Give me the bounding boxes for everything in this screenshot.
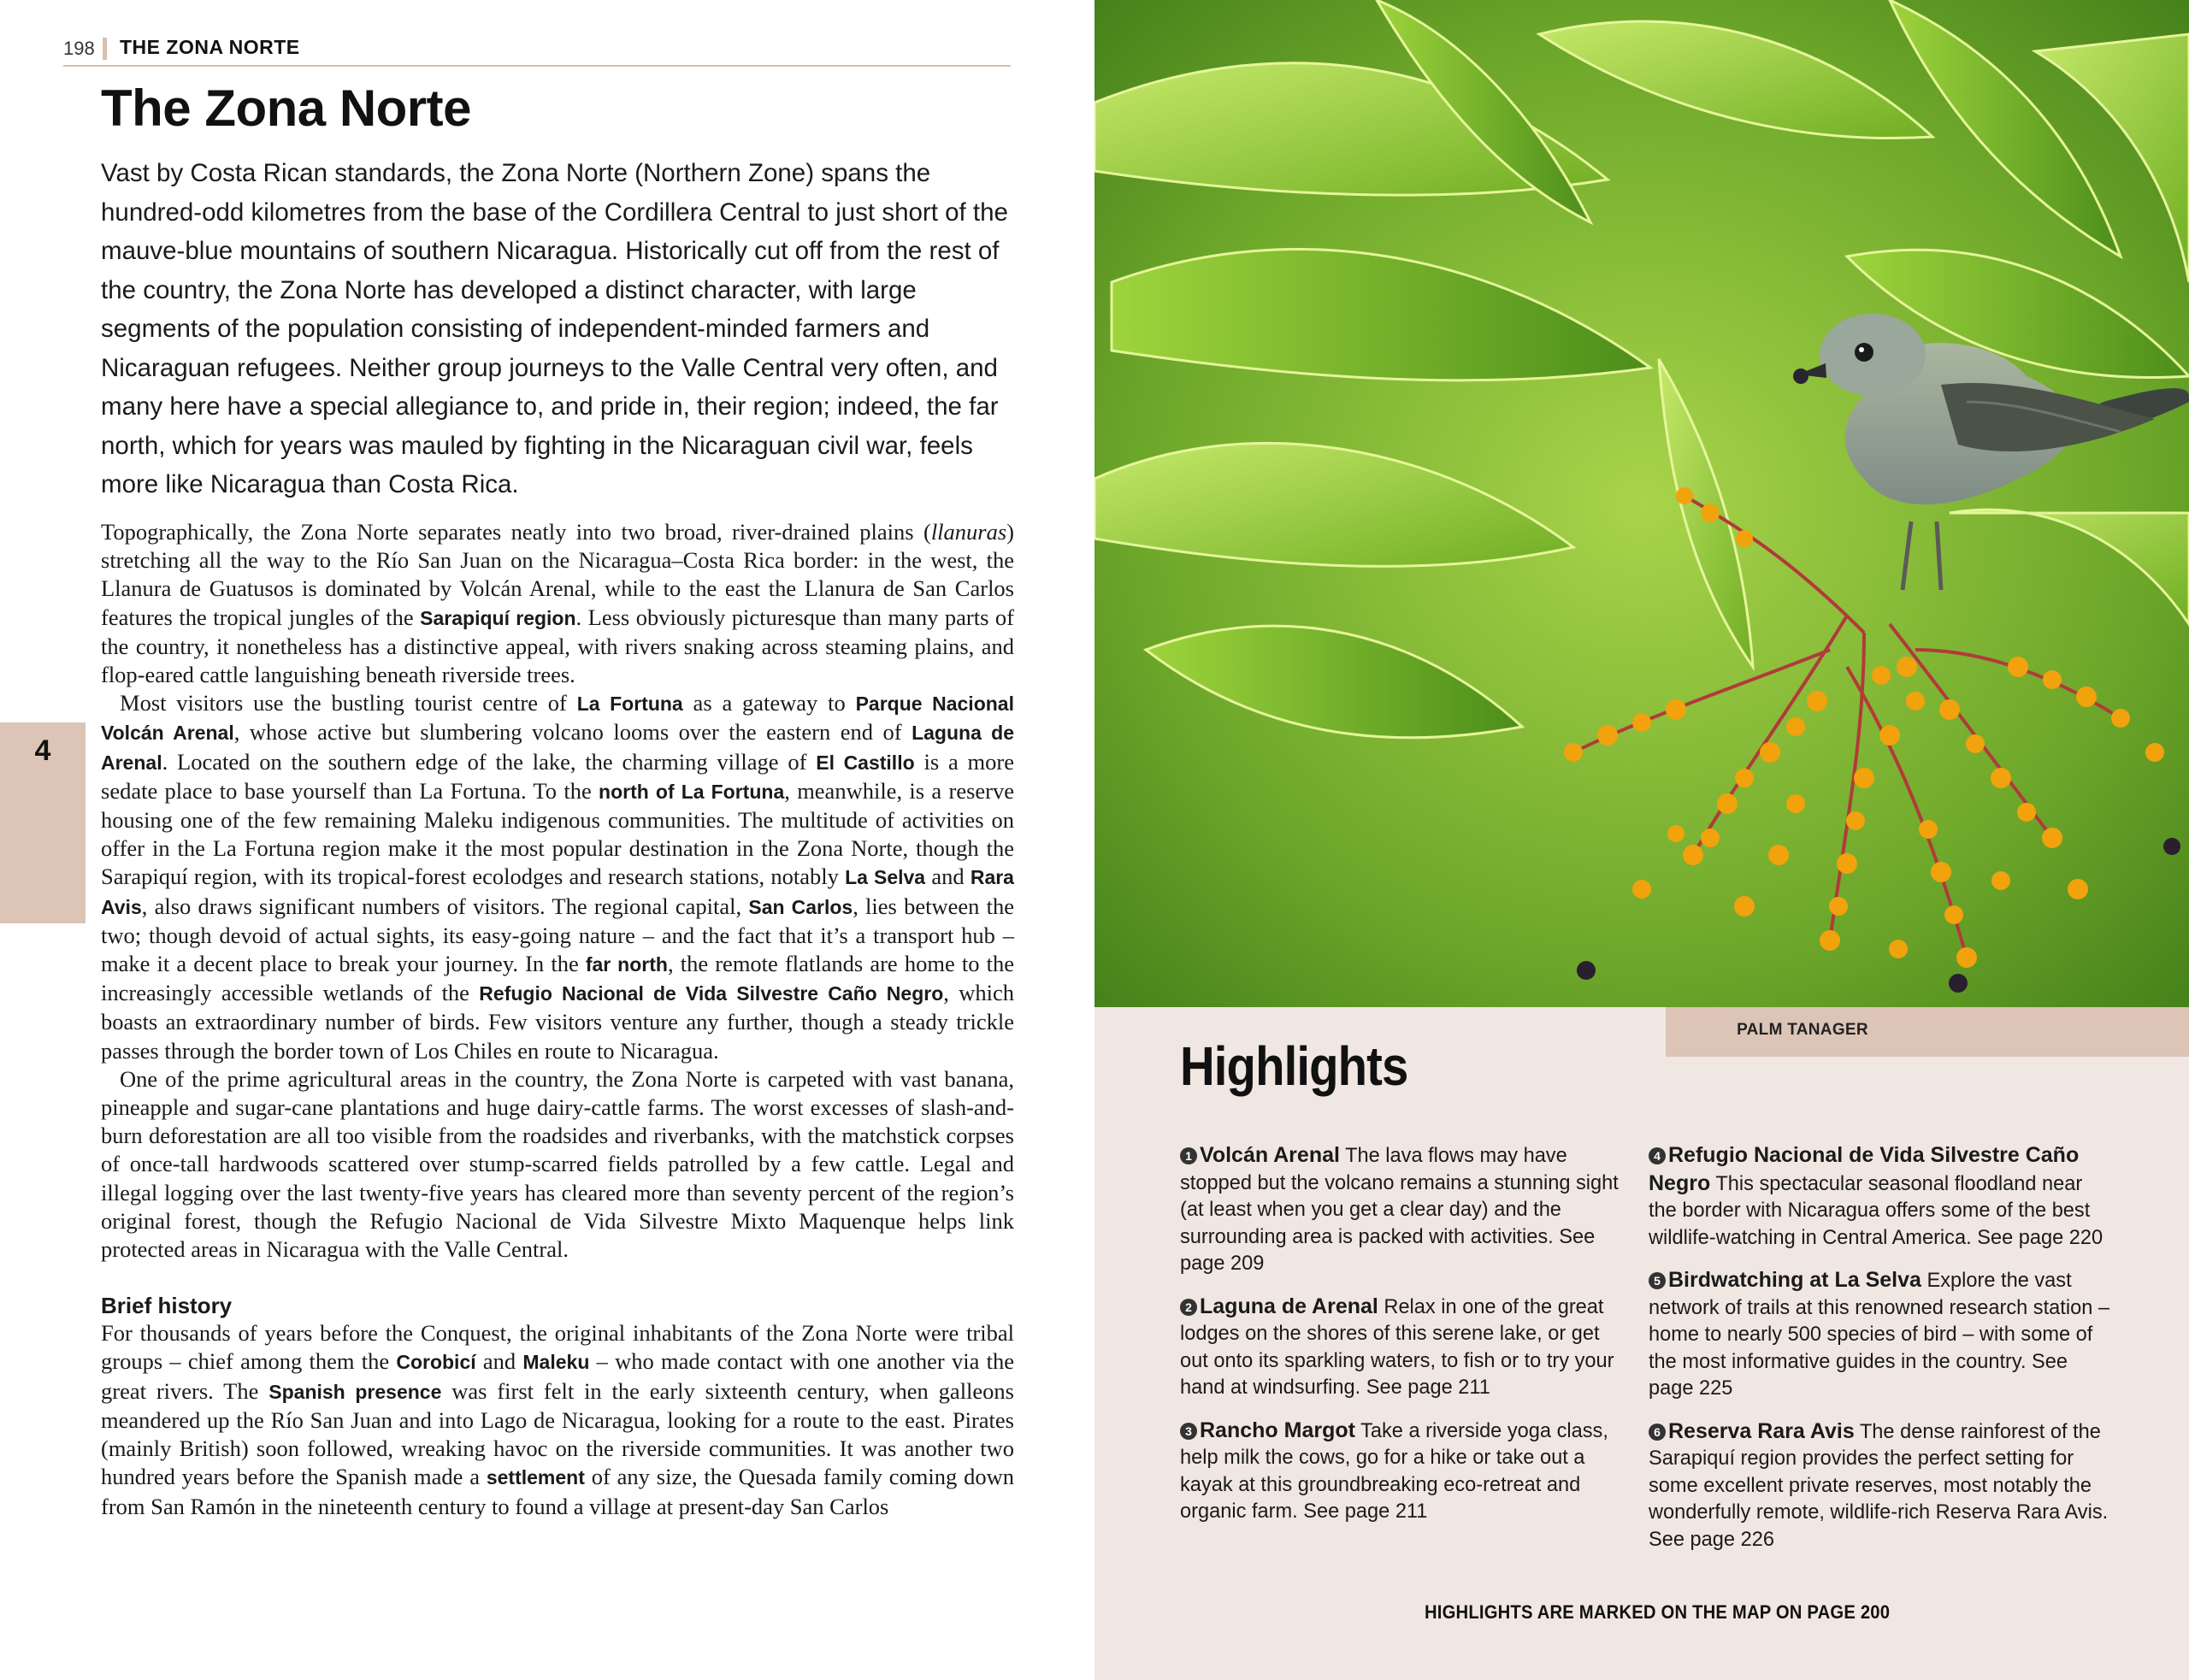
- number-badge-icon: 5: [1649, 1272, 1666, 1289]
- highlights-title: Highlights: [1180, 1035, 1408, 1097]
- running-head: [63, 36, 1011, 67]
- highlight-item: 5 Birdwatching at La Selva Explore the vast network of trails at this renowned research station – home to nearly 500 species of bird – with some of the most informative guides in the country. See page 225: [1649, 1268, 2109, 1400]
- palm-tanager-photo: [1094, 0, 2189, 1007]
- page-title: The Zona Norte: [101, 80, 472, 137]
- running-head-bar: [103, 38, 107, 60]
- photo-caption: PALM TANAGER: [1737, 1021, 1868, 1039]
- intro-paragraph: Vast by Costa Rican standards, the Zona Norte (Northern Zone) spans the hundred-odd kilometres from the base of the Cordillera Central to just short of the mauve-blue mountains of southern Nicaragua. Historically cut off from the rest of the country, the Zona Norte has developed a distinct character, with large segments of the population consisting of independent-minded farmers and Nicaraguan refugees. Neither group journeys to the Valle Central very often, and many here have a special allegiance to, and pride in, their region; indeed, the far north, which for years was mauled by fighting in the Nicaraguan civil war, feels more like Nicaragua than Costa Rica.: [101, 159, 1008, 498]
- highlights-footer: HIGHLIGHTS ARE MARKED ON THE MAP ON PAGE 200: [1425, 1601, 1891, 1623]
- highlight-item: 6 Reserva Rara Avis The dense rainforest of the Sarapiquí region provides the perfect setting for some excellent private reserves, most notably the wonderfully remote, wildlife-rich Reserva Rara Avis. See page 226: [1649, 1418, 2109, 1551]
- highlight-item: 1 Volcán Arenal The lava flows may have stopped but the volcano remains a stunning sight (at least when you get a clear day) and the surrounding area is packed with activities. See page 209: [1180, 1143, 1619, 1275]
- number-badge-icon: 3: [1180, 1423, 1197, 1440]
- caption-bar: [1666, 1007, 2189, 1057]
- highlights-column-left: [1180, 1142, 1625, 1541]
- photo-illustration: [1094, 0, 2189, 1007]
- body-paragraph-3: One of the prime agricultural areas in the country, the Zona Norte is carpeted with vast banana, pineapple and sugar-cane plantations and huge dairy-cattle farms. The worst excesses of slash-and-burn deforestation are all too visible from the roadsides and riverbanks, with the matchstick corpses of once-tall hardwoods scattered over stump-scarred fields patrolled by a few cattle. Legal and illegal logging over the last twenty-five years has cleared more than seventy percent of the region’s original forest, though the Refugio Nacional de Vida Silvestre Mixto Maquenque helps link protected areas in Nicaragua with the Valle Central.: [101, 1065, 1014, 1263]
- body-paragraph-4: For thousands of years before the Conquest, the original inhabitants of the Zona Norte were tribal groups – chief among them the Corobicí and Maleku – who made contact with one another via the great rivers. The Spanish presence was first felt in the early sixteenth century, when galleons meandered up the Río San Juan and into Lago de Nicaragua, looking for a route to the east. Pirates (mainly British) soon followed, wreaking havoc on the riverside communities. It was another two hundred years before the Spanish made a settlement of any size, the Quesada family coming down from San Ramón in the nineteenth century to found a village at present-day San Carlos: [101, 1320, 1014, 1519]
- number-badge-icon: 6: [1649, 1424, 1666, 1441]
- chapter-tab: [0, 722, 86, 923]
- highlights-column-right: [1649, 1142, 2110, 1569]
- running-head-title: THE ZONA NORTE: [120, 36, 300, 58]
- chapter-number: 4: [34, 734, 51, 767]
- right-page: [1094, 0, 2189, 1680]
- body-paragraph-2: Most visitors use the bustling tourist centre of La Fortuna as a gateway to Parque Nacional Volcán Arenal, whose active but slumbering volcano looms over the eastern end of Laguna de Arenal. Located on the southern edge of the lake, the charming village of El Castillo is a more sedate place to base yourself than La Fortuna. To the north of La Fortuna, meanwhile, is a reserve housing one of the few remaining Maleku indigenous communities. The multitude of activities on offer in the La Fortuna region make it the most popular destination in the Zona Norte, though the Sarapiquí region, with its tropical-forest ecolodges and research stations, notably La Selva and Rara Avis, also draws significant numbers of visitors. The regional capital, San Carlos, lies between the two; though devoid of actual sights, its easy-going nature – and the fact that it’s a transport hub – make it a decent place to break your journey. In the far north, the remote flatlands are home to the increasingly accessible wetlands of the Refugio Nacional de Vida Silvestre Caño Negro, which boasts an extraordinary number of birds. Few visitors venture any further, though a steady trickle passes through the border town of Los Chiles en route to Nicaragua.: [101, 690, 1014, 1064]
- highlight-item: 3 Rancho Margot Take a riverside yoga class, help milk the cows, go for a hike or take out a kayak at this groundbreaking eco-retreat and organic farm. See page 211: [1180, 1418, 1608, 1523]
- body-paragraph-1: Topographically, the Zona Norte separates neatly into two broad, river-drained plains (llanuras) stretching all the way to the Río San Juan on the Nicaragua–Costa Rica border: in the west, the Llanura de Guatusos is dominated by Volcán Arenal, while to the east the Llanura de San Carlos features the tropical jungles of the Sarapiquí region. Less obviously picturesque than many parts of the country, it nonetheless has a distinctive appeal, with rivers snaking across steaming plains, and flop-eared cattle languishing beneath riverside trees.: [101, 519, 1014, 688]
- number-badge-icon: 1: [1180, 1147, 1197, 1164]
- page-number: 198: [63, 38, 95, 59]
- left-page: [0, 0, 1094, 1680]
- history-heading: Brief history: [101, 1293, 233, 1319]
- body-text: [101, 518, 1014, 1521]
- number-badge-icon: 2: [1180, 1299, 1197, 1316]
- number-badge-icon: 4: [1649, 1147, 1666, 1164]
- highlight-item: 4 Refugio Nacional de Vida Silvestre Caño Negro This spectacular seasonal floodland near the border with Nicaragua offers some of the best wildlife-watching in Central America. See page 220: [1649, 1143, 2103, 1249]
- highlight-item: 2 Laguna de Arenal Relax in one of the great lodges on the shores of this serene lake, or get out onto its sparkling waters, to fish or to try your hand at windsurfing. See page 211: [1180, 1294, 1614, 1399]
